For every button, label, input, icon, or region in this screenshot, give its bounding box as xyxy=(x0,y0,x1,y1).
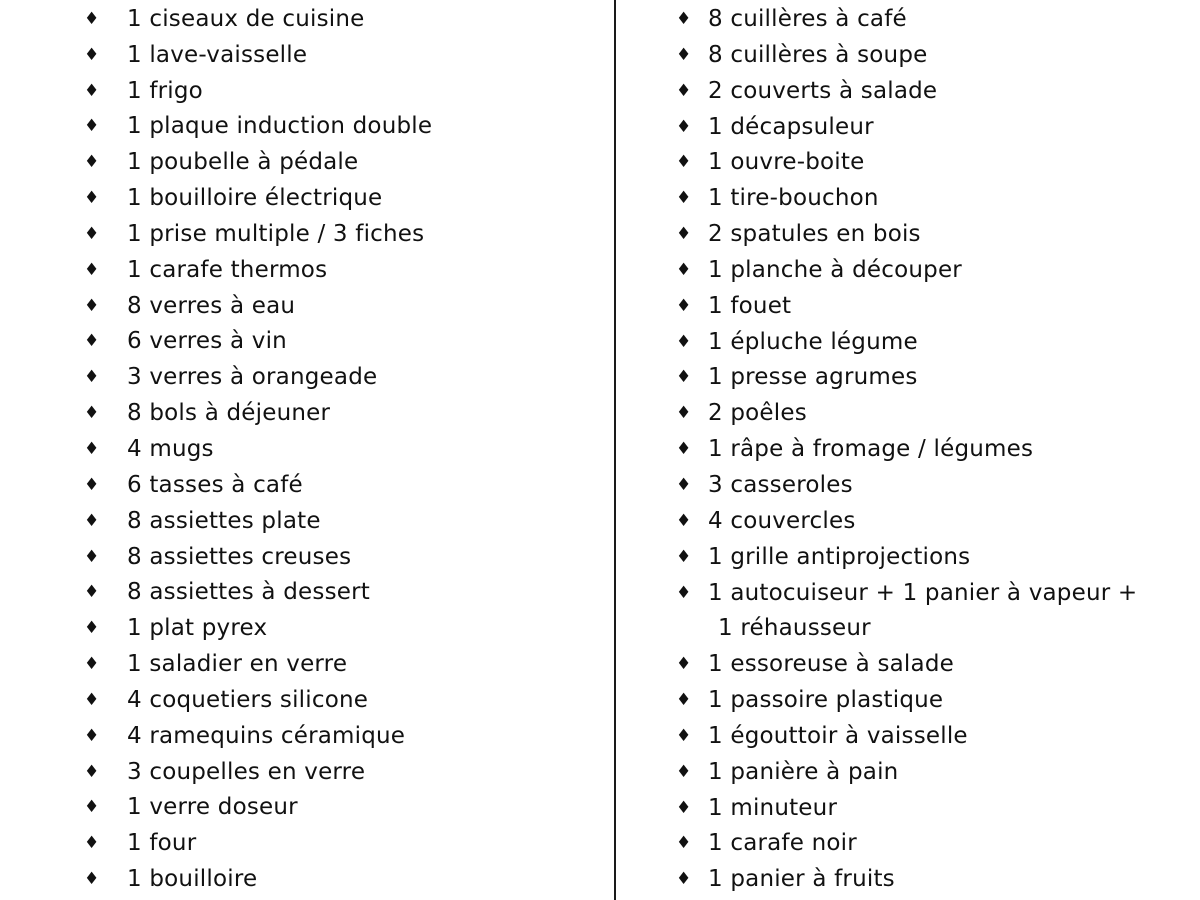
list-item xyxy=(620,110,1200,146)
list-item xyxy=(620,289,1200,325)
diamond-bullet-icon: ♦ xyxy=(84,618,100,639)
diamond-bullet-icon: ♦ xyxy=(676,188,692,209)
list-item xyxy=(620,325,1200,361)
list-item xyxy=(620,826,1200,862)
diamond-bullet-icon: ♦ xyxy=(84,761,100,782)
list-item xyxy=(0,575,610,611)
list-item xyxy=(620,217,1200,253)
diamond-bullet-icon: ♦ xyxy=(676,116,692,137)
list-item xyxy=(620,719,1200,755)
list-item-text: 3 casseroles xyxy=(708,471,853,498)
list-item-text: 8 bols à déjeuner xyxy=(127,400,331,427)
list-item xyxy=(0,432,610,468)
list-item xyxy=(0,2,610,38)
diamond-bullet-icon: ♦ xyxy=(676,761,692,782)
list-item-text: 1 essoreuse à salade xyxy=(708,651,954,678)
list-item-text: 1 passoire plastique xyxy=(708,687,944,714)
diamond-bullet-icon: ♦ xyxy=(676,259,692,280)
list-item-text: 8 verres à eau xyxy=(127,292,296,319)
list-item-text: 8 assiettes à dessert xyxy=(127,579,370,606)
list-item xyxy=(620,647,1200,683)
list-item xyxy=(0,109,610,145)
list-item xyxy=(0,360,610,396)
list-item xyxy=(0,289,610,325)
list-item-text: 1 plaque induction double xyxy=(127,113,433,140)
diamond-bullet-icon: ♦ xyxy=(676,439,692,460)
list-item xyxy=(620,432,1200,468)
list-item-text: 1 fouet xyxy=(708,292,792,319)
list-item-text: 1 presse agrumes xyxy=(708,364,918,391)
list-item-text: 8 assiettes creuses xyxy=(127,543,352,570)
list-item-text: 4 mugs xyxy=(127,435,214,462)
list-item xyxy=(0,253,610,289)
list-item-text: 1 grille antiprojections xyxy=(708,543,971,570)
list-item xyxy=(0,790,610,826)
list-item xyxy=(0,611,610,647)
list-item xyxy=(620,576,1200,648)
diamond-bullet-icon: ♦ xyxy=(84,367,100,388)
diamond-bullet-icon: ♦ xyxy=(676,367,692,388)
list-item-text: 1 planche à découper xyxy=(708,256,962,283)
diamond-bullet-icon: ♦ xyxy=(84,797,100,818)
list-item xyxy=(0,38,610,74)
list-item-text: 1 panière à pain xyxy=(708,758,899,785)
list-item-text: 1 bouilloire électrique xyxy=(127,185,383,212)
diamond-bullet-icon: ♦ xyxy=(84,869,100,890)
list-item xyxy=(620,468,1200,504)
list-item-text: 1 épluche légume xyxy=(708,328,918,355)
diamond-bullet-icon: ♦ xyxy=(84,474,100,495)
list-item-text: 2 couverts à salade xyxy=(708,77,938,104)
list-item xyxy=(0,862,610,898)
list-item-text: 1 égouttoir à vaisselle xyxy=(708,722,968,749)
diamond-bullet-icon: ♦ xyxy=(676,690,692,711)
list-item-text: 1 prise multiple / 3 fiches xyxy=(127,220,425,247)
list-item xyxy=(0,683,610,719)
diamond-bullet-icon: ♦ xyxy=(676,80,692,101)
list-item xyxy=(620,791,1200,827)
diamond-bullet-icon: ♦ xyxy=(676,654,692,675)
list-item xyxy=(620,253,1200,289)
diamond-bullet-icon: ♦ xyxy=(676,152,692,173)
list-item-text: 6 verres à vin xyxy=(127,328,287,355)
diamond-bullet-icon: ♦ xyxy=(84,80,100,101)
list-item-text: 1 four xyxy=(127,830,197,857)
list-item xyxy=(620,396,1200,432)
list-item xyxy=(620,74,1200,110)
list-item xyxy=(620,862,1200,898)
diamond-bullet-icon: ♦ xyxy=(676,869,692,890)
list-item xyxy=(620,504,1200,540)
list-item xyxy=(0,540,610,576)
list-item-text: 2 spatules en bois xyxy=(708,221,921,248)
diamond-bullet-icon: ♦ xyxy=(676,510,692,531)
list-item-text: 1 verre doseur xyxy=(127,794,298,821)
list-item xyxy=(620,540,1200,576)
diamond-bullet-icon: ♦ xyxy=(84,331,100,352)
list-item-text: 1 frigo xyxy=(127,77,203,104)
list-item xyxy=(0,217,610,253)
diamond-bullet-icon: ♦ xyxy=(676,224,692,245)
diamond-bullet-icon: ♦ xyxy=(84,259,100,280)
right-column-list xyxy=(620,2,1200,898)
list-item xyxy=(0,826,610,862)
diamond-bullet-icon: ♦ xyxy=(84,833,100,854)
diamond-bullet-icon: ♦ xyxy=(84,403,100,424)
list-item-text: 1 panier à fruits xyxy=(708,866,895,893)
list-item xyxy=(620,683,1200,719)
diamond-bullet-icon: ♦ xyxy=(84,689,100,710)
diamond-bullet-icon: ♦ xyxy=(84,582,100,603)
diamond-bullet-icon: ♦ xyxy=(676,833,692,854)
list-item xyxy=(0,719,610,755)
list-item xyxy=(0,324,610,360)
list-item xyxy=(0,145,610,181)
list-item xyxy=(0,504,610,540)
list-item-text: 1 minuteur xyxy=(708,794,838,821)
list-item-text: 8 cuillères à soupe xyxy=(708,41,928,68)
list-item-text: 1 carafe thermos xyxy=(127,256,328,283)
list-item-text: 8 cuillères à café xyxy=(708,6,907,32)
list-item xyxy=(0,755,610,791)
list-item-text: 1 autocuiseur + 1 panier à vapeur + xyxy=(708,579,1138,606)
list-item-text: 1 saladier en verre xyxy=(127,651,348,678)
list-item-text: 4 ramequins céramique xyxy=(127,722,406,749)
list-item-text: 2 poêles xyxy=(708,400,807,427)
list-item-text-continuation: 1 réhausseur xyxy=(718,615,871,642)
list-item-text: 3 verres à orangeade xyxy=(127,364,378,391)
list-item-text: 1 tire-bouchon xyxy=(708,185,879,212)
list-item xyxy=(620,181,1200,217)
list-item xyxy=(620,38,1200,74)
list-item-text: 3 coupelles en verre xyxy=(127,758,366,785)
list-item xyxy=(0,468,610,504)
list-item-text: 1 plat pyrex xyxy=(127,615,268,642)
list-item-text: 1 ouvre-boite xyxy=(708,149,865,176)
list-item-text: 1 bouilloire xyxy=(127,866,258,893)
list-item-text: 8 assiettes plate xyxy=(127,507,321,534)
diamond-bullet-icon: ♦ xyxy=(84,438,100,459)
diamond-bullet-icon: ♦ xyxy=(84,725,100,746)
list-item-text: 1 ciseaux de cuisine xyxy=(127,5,365,32)
diamond-bullet-icon: ♦ xyxy=(84,546,100,567)
diamond-bullet-icon: ♦ xyxy=(84,510,100,531)
diamond-bullet-icon: ♦ xyxy=(84,8,100,29)
list-item xyxy=(0,74,610,110)
list-item xyxy=(620,2,1200,38)
list-item-text: 1 lave-vaisselle xyxy=(127,41,308,68)
diamond-bullet-icon: ♦ xyxy=(84,654,100,675)
list-item-text: 4 coquetiers silicone xyxy=(127,686,369,713)
list-item xyxy=(620,755,1200,791)
list-item-text: 4 couvercles xyxy=(708,507,856,534)
list-item xyxy=(0,647,610,683)
list-item xyxy=(0,181,610,217)
diamond-bullet-icon: ♦ xyxy=(84,188,100,209)
diamond-bullet-icon: ♦ xyxy=(676,44,692,65)
list-item-text: 1 râpe à fromage / légumes xyxy=(708,436,1034,463)
diamond-bullet-icon: ♦ xyxy=(676,331,692,352)
diamond-bullet-icon: ♦ xyxy=(676,546,692,567)
diamond-bullet-icon: ♦ xyxy=(676,474,692,495)
diamond-bullet-icon: ♦ xyxy=(676,797,692,818)
list-item xyxy=(620,360,1200,396)
list-item-text: 1 carafe noir xyxy=(708,830,857,857)
list-item xyxy=(620,145,1200,181)
diamond-bullet-icon: ♦ xyxy=(676,295,692,316)
diamond-bullet-icon: ♦ xyxy=(84,44,100,65)
list-item-text: 1 poubelle à pédale xyxy=(127,149,359,176)
diamond-bullet-icon: ♦ xyxy=(84,223,100,244)
diamond-bullet-icon: ♦ xyxy=(84,152,100,173)
diamond-bullet-icon: ♦ xyxy=(676,9,692,29)
list-item-text: 1 décapsuleur xyxy=(708,113,874,140)
diamond-bullet-icon: ♦ xyxy=(676,725,692,746)
list-item xyxy=(0,396,610,432)
column-divider xyxy=(614,0,616,900)
diamond-bullet-icon: ♦ xyxy=(676,582,692,603)
diamond-bullet-icon: ♦ xyxy=(676,403,692,424)
diamond-bullet-icon: ♦ xyxy=(84,295,100,316)
diamond-bullet-icon: ♦ xyxy=(84,116,100,137)
list-item-text: 6 tasses à café xyxy=(127,471,303,498)
